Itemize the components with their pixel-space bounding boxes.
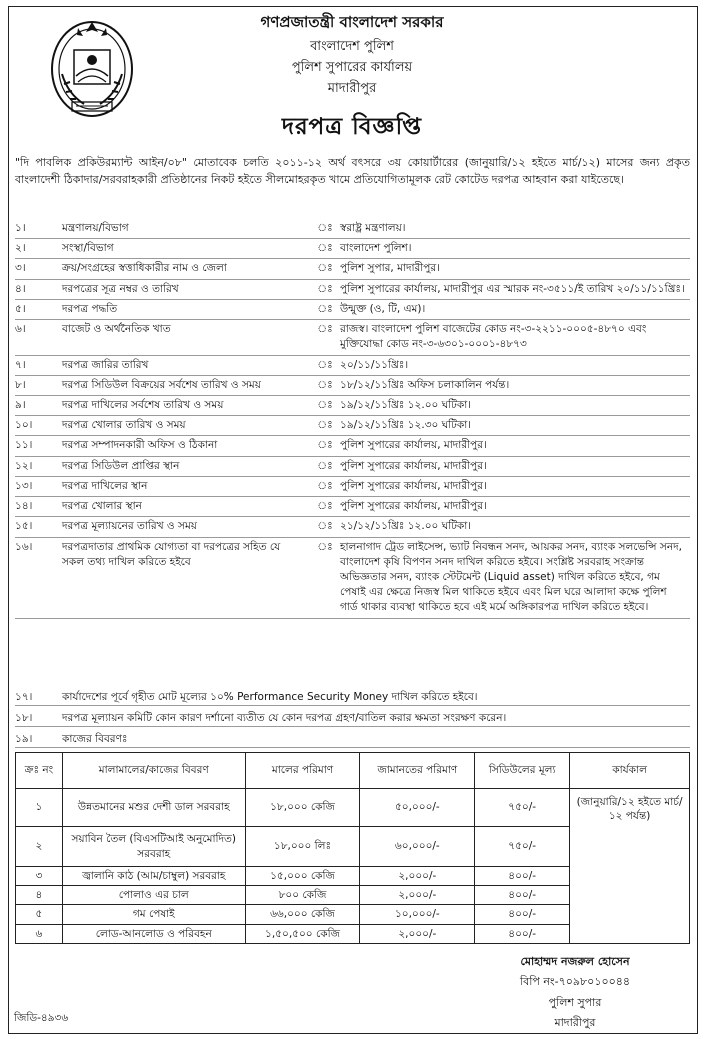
item-label: দরপত্র খোলার স্থান (62, 500, 142, 513)
item-number: ১৩। (15, 479, 33, 492)
item-label: দরপত্র দাখিলের স্থান (62, 479, 148, 492)
work-description-table (15, 752, 690, 944)
detail-row (15, 219, 690, 239)
item-label: দরপত্র সিডিউল বিক্রয়ের সর্বশেষ তারিখ ও সময় (62, 378, 261, 391)
cell-serial: ৫ (16, 905, 63, 924)
cell-serial: ৪ (16, 886, 63, 905)
item-number: ২। (15, 242, 26, 255)
item-label: দরপত্রদাতার প্রাথমিক যোগ্যতা বা দরপত্রের সহিত যে সকল তথ্য দাখিল করিতে হইবে (62, 540, 281, 568)
item-label: ক্রয়/সংগ্রহের স্বত্তাধিকারীর নাম ও জেলা (62, 262, 227, 275)
col-header-deposit: জামানতের পরিমাণ (360, 753, 475, 789)
table-row (16, 789, 690, 827)
item-number: ১৫। (15, 520, 33, 533)
cell-schedule-price: ৪০০/- (475, 867, 570, 886)
item-colon: ঃ (317, 439, 333, 452)
item-colon: ঃ (317, 282, 333, 295)
item-colon: ঃ (317, 500, 333, 513)
cell-serial: ৩ (16, 867, 63, 886)
cell-deposit: ২,০০০/- (360, 924, 475, 943)
item-colon: ঃ (317, 222, 333, 234)
detail-row (15, 416, 690, 436)
signatory-name: মোহাম্মদ নজরুল হোসেন (520, 955, 630, 968)
cell-serial: ৬ (16, 924, 63, 943)
note-number: ১৭। (15, 691, 33, 703)
detail-row (15, 300, 690, 320)
item-value: পুলিশ সুপারের কার্যালয়, মাদারীপুর। (340, 500, 487, 513)
item-number: ৫। (15, 302, 26, 315)
item-colon: ঃ (317, 242, 333, 255)
signatory-bp-number: বিপি নং-৭০৯৮০১০০৪৪ (519, 975, 631, 989)
item-label: দরপত্র দাখিলের সর্বশেষ তারিখ ও সময় (62, 398, 224, 411)
cell-schedule-price: ৪০০/- (475, 905, 570, 924)
item-colon: ঃ (317, 398, 333, 411)
col-header-serial: ক্রঃ নং (16, 753, 63, 789)
item-colon: ঃ (317, 358, 333, 371)
government-heading: গণপ্রজাতন্ত্রী বাংলাদেশ সরকার (260, 13, 444, 31)
item-number: ৯। (15, 398, 26, 411)
item-value: পুলিশ সুপারের কার্যালয়, মাদারীপুর। (340, 459, 487, 472)
cell-schedule-price: ৪০০/- (475, 886, 570, 905)
signatory-designation: পুলিশ সুপার (548, 995, 602, 1009)
detail-row (15, 457, 690, 477)
detail-row (15, 497, 690, 517)
cell-schedule-price: ৭৫০/- (475, 789, 570, 827)
tender-details-list (15, 219, 690, 619)
item-value: ১৯/১২/১১খ্রিঃ ১২.৩০ ঘটিকা। (340, 419, 472, 432)
note-number: ১৯। (15, 733, 33, 745)
item-number: ১০। (15, 419, 33, 432)
note-text: দরপত্র মূল্যায়ন কমিটি কোন কারণ দর্শানো ব্যতীত যে কোন দরপত্র গ্রহণ/বাতিল করার ক্ষমতা সংরক্ষণ করেন। (62, 712, 507, 724)
note-row (15, 710, 690, 727)
cell-period: (জানুয়ারি/১২ হইতে মার্চ/১২ পর্যন্ত) (570, 789, 690, 944)
item-colon: ঃ (317, 262, 333, 275)
col-header-period: কার্যকাল (570, 753, 690, 789)
item-colon: ঃ (317, 378, 333, 391)
item-colon: ঃ (317, 302, 333, 315)
cell-description: সয়াবিন তৈল (বিএসটিআই অনুমোদিত) সরবরাহ (62, 827, 245, 867)
item-number: ৩। (15, 262, 26, 275)
item-value: ২১/১২/১১খ্রিঃ ১২.০০ ঘটিকা। (340, 520, 472, 533)
note-number: ১৮। (15, 712, 33, 724)
detail-row (15, 517, 690, 537)
item-number: ৬। (15, 323, 26, 336)
detail-row (15, 436, 690, 456)
department-heading: বাংলাদেশ পুলিশ (310, 39, 394, 54)
cell-description: লোড-আনলোড ও পরিবহন (62, 924, 245, 943)
cell-serial: ২ (16, 827, 63, 867)
note-text: কাজের বিবরণঃ (62, 733, 128, 745)
item-number: ৪। (15, 282, 26, 295)
item-number: ১২। (15, 459, 33, 472)
cell-quantity: ১৫,০০০ কেজি (245, 867, 360, 886)
item-number: ১৬। (15, 540, 33, 553)
detail-row (15, 396, 690, 416)
col-header-quantity: মালের পরিমাণ (245, 753, 360, 789)
note-text: কার্যাদেশের পূর্বে গৃহীত মোট মূল্যের ১০% Performance Security Money দাখিল করিতে হইবে। (62, 691, 478, 703)
item-value: পুলিশ সুপারের কার্যালয়, মাদারীপুর। (340, 439, 487, 452)
item-number: ১১। (15, 439, 33, 452)
cell-schedule-price: ৪০০/- (475, 924, 570, 943)
table-header-row (16, 753, 690, 789)
item-number: ১। (15, 222, 26, 234)
cell-quantity: ৮০০ কেজি (245, 886, 360, 905)
item-value: উন্মুক্ত (ও, টি, এম)। (340, 302, 426, 315)
col-header-description: মালামালের/কাজের বিবরণ (62, 753, 245, 789)
item-label: দরপত্র মূল্যায়নের তারিখ ও সময় (62, 520, 197, 533)
cell-description: পোলাও এর চাল (62, 886, 245, 905)
cell-description: গম পেষাই (62, 905, 245, 924)
item-value: ১৮/১২/১১খ্রিঃ অফিস চলাকালিন পর্যন্ত। (340, 378, 510, 391)
signature-block (470, 952, 680, 1033)
item-colon: ঃ (317, 419, 333, 432)
item-label: দরপত্র সিডিউল প্রাপ্তির স্থান (62, 459, 180, 472)
cell-quantity: ৬৬,০০০ কেজি (245, 905, 360, 924)
cell-quantity: ১৮,০০০ কেজি (245, 789, 360, 827)
item-colon: ঃ (317, 479, 333, 492)
cell-quantity: ১,৫০,৫০০ কেজি (245, 924, 360, 943)
cell-description: উন্নতমানের মশুর দেশী ডাল সরবরাহ (62, 789, 245, 827)
item-value: বাংলাদেশ পুলিশ। (340, 242, 412, 255)
item-label: দরপত্র পদ্ধতি (62, 302, 118, 315)
item-colon: ঃ (317, 459, 333, 472)
item-value: পুলিশ সুপারের কার্যালয়, মাদারীপুর এর স্মারক নং-৩৫১১/ই তারিখ ২০/১১/১১খ্রিঃ। (340, 282, 685, 295)
signatory-place: মাদারীপুর (554, 1016, 596, 1030)
note-row (15, 689, 690, 706)
detail-row (15, 376, 690, 396)
detail-row (15, 239, 690, 259)
item-label: বাজেট ও অর্থনৈতিক খাত (62, 323, 171, 336)
gd-reference: জিডি-৪৯৩৬ (14, 1012, 69, 1024)
item-label: মন্ত্রণালয়/বিভাগ (62, 222, 129, 234)
note-row (15, 731, 690, 748)
item-value: ১৯/১২/১১খ্রিঃ ১২.০০ ঘটিকা। (340, 398, 472, 411)
item-label: দরপত্র জারির তারিখ (62, 358, 149, 371)
item-colon: ঃ (317, 520, 333, 533)
cell-deposit: ৬০,০০০/- (360, 827, 475, 867)
item-number: ৮। (15, 378, 26, 391)
item-value: পুলিশ সুপার, মাদারীপুর। (340, 262, 440, 275)
detail-row (15, 477, 690, 497)
item-label: সংস্থা/বিভাগ (62, 242, 114, 255)
cell-deposit: ৫০,০০০/- (360, 789, 475, 827)
district-heading: মাদারীপুর (327, 81, 377, 96)
cell-deposit: ২,০০০/- (360, 886, 475, 905)
item-colon: ঃ (317, 323, 333, 336)
item-value: ২০/১১/১১খ্রিঃ। (340, 358, 409, 371)
cell-quantity: ১৮,০০০ লিঃ (245, 827, 360, 867)
col-header-schedule-price: সিডিউলের মূল্য (475, 753, 570, 789)
cell-serial: ১ (16, 789, 63, 827)
item-label: দরপত্র সম্পাদনকারী অফিস ও ঠিকানা (62, 439, 218, 452)
item-number: ১৪। (15, 500, 33, 513)
detail-row (15, 259, 690, 279)
detail-row (15, 320, 690, 355)
detail-row (15, 538, 690, 619)
item-value: রাজস্ব। বাংলাদেশ পুলিশ বাজেটের কোড নং-৩-২২১১-০০০৫-৪৮৭০ এবং মুক্তিযোদ্ধা কোড নং-৩-৬৩০১-০০০১-৪৮৭৩ (340, 323, 647, 351)
cell-deposit: ১০,০০০/- (360, 905, 475, 924)
item-colon: ঃ (317, 540, 333, 553)
item-label: দরপত্রের সূত্র নম্বর ও তারিখ (62, 282, 179, 295)
item-value: স্বরাষ্ট্র মন্ত্রণালয়। (340, 222, 406, 234)
cell-schedule-price: ৭৫০/- (475, 827, 570, 867)
cell-deposit: ২,০০০/- (360, 867, 475, 886)
cell-description: জ্বালানি কাঠ (আম/চাম্বুল) সরবরাহ (62, 867, 245, 886)
detail-row (15, 356, 690, 376)
item-number: ৭। (15, 358, 26, 371)
page-title: দরপত্র বিজ্ঞপ্তি (281, 114, 423, 140)
item-label: দরপত্র খোলার তারিখ ও সময় (62, 419, 186, 432)
office-heading: পুলিশ সুপারের কার্যালয় (291, 60, 413, 75)
item-value: পুলিশ সুপারের কার্যালয়, মাদারীপুর। (340, 479, 487, 492)
detail-row (15, 280, 690, 300)
intro-paragraph: "দি পাবলিক প্রকিউরম্যান্ট আইন/০৮" মোতাবেক চলতি ২০১১-১২ অর্থ বৎসরে ৩য় কোয়ার্টারের (জানুয়ারি/১২ হইতে মার্চ/১২) মাসের জন্য প্রকৃত বাংলাদেশী ঠিকাদার/সরবরাহকারী প্রতিষ্ঠানের নিকট হইতে সীলমোহরকৃত খামে প্রতিযোগিতামূলক রেট কোটেড দরপত্র আহবান করা যাইতেছে। (15, 156, 690, 187)
item-value: হালনাগাদ ট্রেড লাইসেন্স, ভ্যাট নিবন্ধন সনদ, আয়কর সনদ, ব্যাংক সলভেন্সি সনদ, বাংলাদেশ কৃষি বিপণন সনদ দাখিল করিতে হইবে। সংশ্লিষ্ট সরবরাহ সংক্রান্ত অভিজ্ঞতার সনদ, ব্যাংক স্টেটমেন্ট (Liquid asset) দাখিল করিতে হইবে, গম পেষাই এর ক্ষেত্রে নিজস্ব মিল থাকিতে হইবে এবং মিল ঘরে আলাদা কক্ষে পুলিশ গার্ড থাকার ব্যবস্থা থাকিতে হবে এই মর্মে অঙ্গিকারপত্র দাখিল করিতে হইবে। (340, 540, 682, 614)
